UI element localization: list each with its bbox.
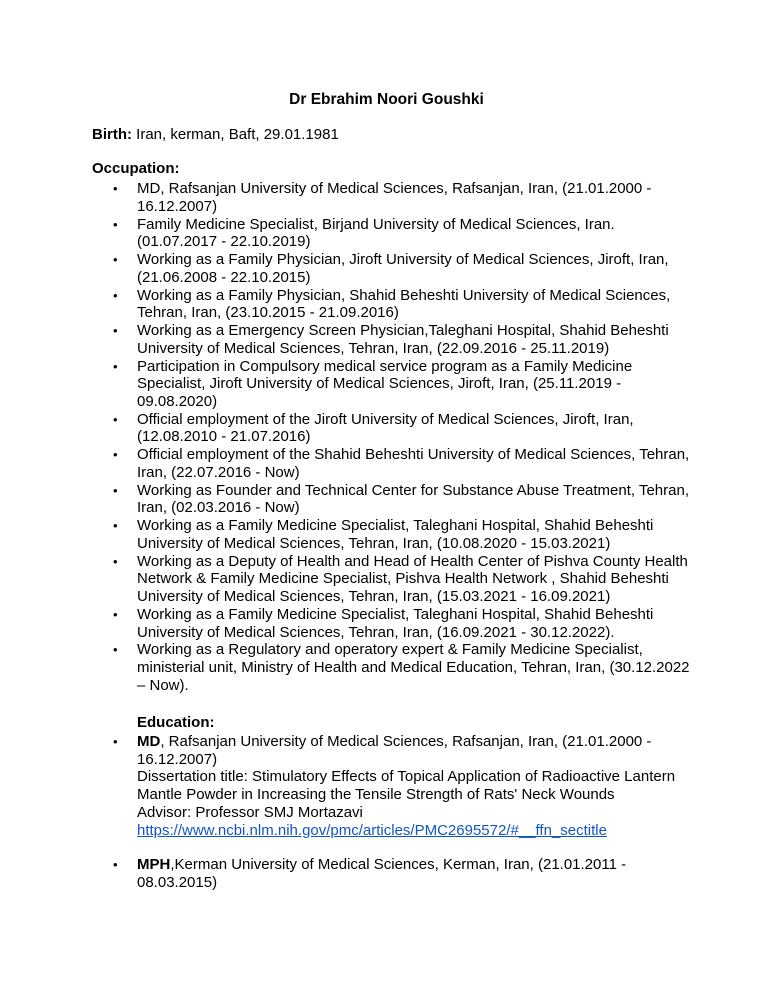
bullet-icon: • (113, 606, 118, 622)
spacer (137, 839, 692, 856)
birth-value: Iran, kerman, Baft, 29.01.1981 (132, 126, 339, 143)
list-item: • Working as a Family Physician, Shahid Beheshti University of Medical Sciences, Tehran, Iran, (23.10.2015 - 21.09.2016) (113, 286, 671, 322)
bullet-icon: • (113, 252, 118, 267)
bullet-icon: • (113, 358, 118, 374)
bullet-icon: • (113, 518, 118, 534)
list-item: • Working as Founder and Technical Center for Substance Abuse Treatment, Tehran, Iran, (02.03.2016 - Now) (113, 481, 689, 517)
bullet-icon: • (113, 323, 118, 338)
md-details: , Rafsanjan University of Medical Sciences, Rafsanjan, Iran, (21.01.2000 - 16.12.2007) (137, 733, 652, 768)
bullet-icon: • (113, 411, 118, 427)
mph-details: ,Kerman University of Medical Sciences, Kerman, Iran, (21.01.2011 - 08.03.2015) (137, 856, 627, 892)
list-item: • Working as a Family Physician, Jiroft University of Medical Sciences, Jiroft, Iran, (21.06.2008 - 22.10.2015) (113, 251, 669, 286)
degree-mph: MPH (137, 856, 171, 874)
bullet-icon: • (113, 216, 118, 232)
dissertation-title: Dissertation title: Stimulatory Effects of Topical Application of Radioactive Lantern Mantle Powder in Increasing the Tensile Strength of Rats' Neck Wounds (137, 768, 676, 804)
page-title: Dr Ebrahim Noori Goushki (289, 91, 484, 108)
bullet-icon: • (113, 734, 118, 749)
list-item-mph (92, 856, 692, 891)
bullet-icon: • (113, 553, 118, 569)
bullet-icon: • (113, 482, 118, 498)
occupation-heading: Occupation: (92, 160, 180, 177)
birth-label: Birth: (92, 126, 132, 143)
bullet-icon: • (113, 642, 118, 658)
list-item: • Working as a Family Medicine Specialist, Taleghani Hospital, Shahid Beheshti University of Medical Sciences, Tehran, Iran, (16.09.2021 - 30.12.2022). (113, 605, 654, 641)
education-heading: Education: (137, 714, 215, 731)
birth-line (92, 126, 339, 144)
bullet-icon: • (113, 287, 118, 303)
list-item-md (92, 733, 692, 856)
bullet-icon: • (113, 447, 118, 463)
education-list (92, 733, 692, 892)
list-item: • Working as a Regulatory and operatory expert & Family Medicine Specialist, ministerial unit, Ministry of Health and Medical Education, Tehran, Iran, (30.12.2022 – Now). (113, 641, 690, 694)
degree-md: MD (137, 733, 161, 750)
list-item: • Official employment of the Jiroft University of Medical Sciences, Jiroft, Iran, (12.08.2010 - 21.07.2016) (113, 410, 634, 446)
advisor: Advisor: Professor SMJ Mortazavi (137, 803, 363, 821)
bullet-icon: • (113, 857, 118, 873)
list-item: • MD, Rafsanjan University of Medical Sciences, Rafsanjan, Iran, (21.01.2000 - 16.12.2007) (113, 180, 652, 215)
list-item: • Participation in Compulsory medical service program as a Family Medicine Specialist, Jiroft University of Medical Sciences, Jiroft, Iran, (25.11.2019 - 09.08.2020) (113, 357, 633, 410)
list-item: • Working as a Emergency Screen Physician,Taleghani Hospital, Shahid Beheshti University of Medical Sciences, Tehran, Iran, (22.09.2016 - 25.11.2019) (113, 322, 669, 357)
list-item: • Working as a Family Medicine Specialist, Taleghani Hospital, Shahid Beheshti University of Medical Sciences, Tehran, Iran, (10.08.2020 - 15.03.2021) (113, 517, 654, 552)
list-item: • Working as a Deputy of Health and Head of Health Center of Pishva County Health Network & Family Medicine Specialist, Pishva Health Network , Shahid Beheshti University of Medical Sciences, Tehran, Iran, (15.03.2021 - 16.09.2021) (113, 552, 688, 606)
bullet-icon: • (113, 181, 118, 196)
list-item: • Official employment of the Shahid Beheshti University of Medical Sciences, Tehran, Iran, (22.07.2016 - Now) (113, 446, 690, 481)
list-item: • Family Medicine Specialist, Birjand University of Medical Sciences, Iran. (01.07.2017 - 22.10.2019) (113, 215, 615, 251)
dissertation-link[interactable]: https://www.ncbi.nlm.nih.gov/pmc/articles/PMC2695572/#__ffn_sectitle (137, 821, 607, 839)
occupation-list (92, 180, 692, 695)
